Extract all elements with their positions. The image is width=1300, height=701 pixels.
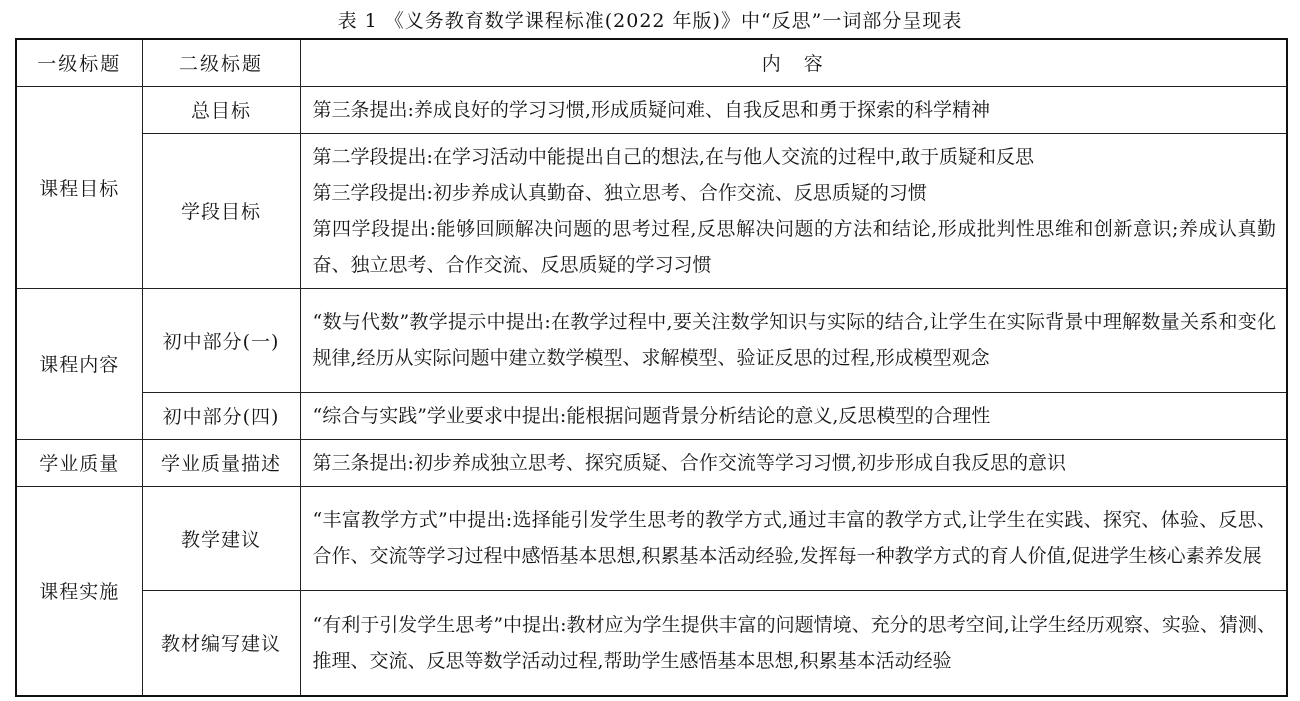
level1-cell-curriculum-goals: 课程目标	[16, 86, 142, 288]
table-title: 表 1 《义务教育数学课程标准(2022 年版)》中“反思”一词部分呈现表	[337, 10, 963, 32]
content-paragraph: 第三条提出:养成良好的学习习惯,形成质疑问难、自我反思和勇于探索的科学精神	[312, 98, 990, 121]
table-row	[16, 133, 1287, 288]
level2-cell-overall-goal: 总目标	[142, 86, 300, 133]
level2-cell-stage-goals: 学段目标	[142, 133, 300, 288]
content-paragraph: “丰富教学方式”中提出:选择能引发学生思考的教学方式,通过丰富的教学方式,让学生在实践、探究、体验、反思、合作、交流等学习过程中感悟基本思想,积累基本活动经验,发挥每一种教学方式的育人价值,促进学生核心素养发展	[312, 509, 1276, 567]
level2-cell-quality-description: 学业质量描述	[142, 439, 300, 486]
table-row	[16, 392, 1287, 439]
content-paragraph: 第三条提出:初步养成独立思考、探究质疑、合作交流等学习习惯,初步形成自我反思的意识	[312, 451, 1066, 474]
level1-cell-curriculum-content: 课程内容	[16, 288, 142, 439]
content-paragraph: “有利于引发学生思考”中提出:教材应为学生提供丰富的问题情境、充分的思考空间,让学生经历观察、实验、猜测、推理、交流、反思等数学活动过程,帮助学生感悟基本思想,积累基本活动经验	[312, 613, 1276, 672]
content-paragraph: 第二学段提出:在学习活动中能提出自己的想法,在与他人交流的过程中,敢于质疑和反思	[312, 145, 1034, 168]
content-cell	[300, 133, 1287, 288]
content-paragraph: 第三学段提出:初步养成认真勤奋、独立思考、合作交流、反思质疑的习惯	[312, 181, 927, 204]
content-cell	[300, 439, 1287, 486]
content-paragraph: “数与代数”教学提示中提出:在教学过程中,要关注数学知识与实际的结合,让学生在实际背景中理解数量关系和变化规律,经历从实际问题中建立数学模型、求解模型、验证反思的过程,形成模型观念	[312, 311, 1276, 369]
content-cell	[300, 590, 1287, 696]
content-cell	[300, 486, 1287, 590]
level2-cell-teaching-suggestions: 教学建议	[142, 486, 300, 590]
table-row	[16, 439, 1287, 486]
table-row	[16, 86, 1287, 133]
table-row	[16, 486, 1287, 590]
level2-cell-textbook-suggestions: 教材编写建议	[142, 590, 300, 696]
table-row	[16, 288, 1287, 392]
level2-cell-junior-part-1: 初中部分(一)	[142, 288, 300, 392]
content-paragraph: “综合与实践”学业要求中提出:能根据问题背景分析结论的意义,反思模型的合理性	[312, 404, 991, 427]
header-content: 内 容	[300, 39, 1287, 86]
presentation-table	[15, 38, 1288, 697]
header-level2-title: 二级标题	[142, 39, 300, 86]
table-row	[16, 590, 1287, 696]
content-paragraph: 第四学段提出:能够回顾解决问题的思考过程,反思解决问题的方法和结论,形成批判性思维和创新意识;养成认真勤奋、独立思考、合作交流、反思质疑的学习习惯	[312, 217, 1276, 276]
content-cell	[300, 392, 1287, 439]
header-level1-title: 一级标题	[16, 39, 142, 86]
content-cell	[300, 288, 1287, 392]
level1-cell-academic-quality: 学业质量	[16, 439, 142, 486]
level1-cell-curriculum-implementation: 课程实施	[16, 486, 142, 696]
header-row	[16, 39, 1287, 86]
content-cell	[300, 86, 1287, 133]
level2-cell-junior-part-4: 初中部分(四)	[142, 392, 300, 439]
